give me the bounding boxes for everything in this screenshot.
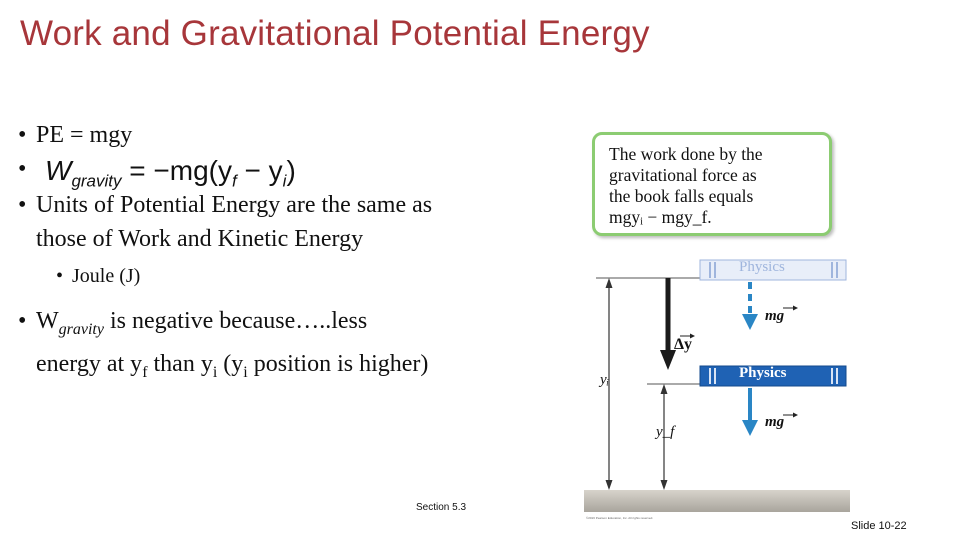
work-gravity-equation <box>45 155 296 192</box>
eq-lhs: W <box>45 155 72 186</box>
ground <box>584 490 850 512</box>
gravity-force-arrowhead-initial <box>742 314 758 330</box>
bullet-dot: • <box>18 156 27 182</box>
bullet-units-text: Units of Potential Energy are the same as those of Work and Kinetic Energy <box>36 192 433 252</box>
force-label-initial: mg <box>765 308 785 324</box>
bullet-dot: • <box>18 122 27 148</box>
eq-sub-f: f <box>232 171 237 191</box>
callout-line-4: mgyᵢ − mgy_f. <box>609 207 712 227</box>
neg-text3: (y <box>217 350 244 377</box>
bullet-pe-text: PE = mgy <box>36 122 133 148</box>
neg-w-sub: gravity <box>58 320 104 338</box>
slide-number: Slide 10-22 <box>851 520 907 532</box>
neg-sub-i2: i <box>243 363 248 381</box>
yf-label: y_f <box>656 424 675 440</box>
eq-lhs-sub: gravity <box>71 171 122 191</box>
neg-text4: position is higher) <box>247 350 429 377</box>
falling-book-figure <box>582 128 850 520</box>
gravity-force-arrowhead-final <box>742 420 758 436</box>
neg-text1: is negative because…..less energy at y <box>36 308 368 377</box>
neg-sub-i: i <box>212 363 218 381</box>
bullet-pe <box>18 118 438 152</box>
bullet-dot: • <box>18 192 27 218</box>
image-credit: ©2016 Pearson Education, Inc. All rights reserved. <box>586 516 654 520</box>
eq-sub-i: i <box>282 171 287 191</box>
bullet-joule-text: Joule (J) <box>72 265 141 287</box>
callout-line-1: The work done by the <box>609 144 763 164</box>
delta-y-label: Δy <box>674 336 693 353</box>
yi-label: yᵢ <box>600 372 610 388</box>
yf-arrow-head-top <box>661 384 668 394</box>
eq-rhs-c: ) <box>286 155 296 186</box>
eq-rhs-b: − y <box>236 155 283 186</box>
bullet-units <box>18 188 438 256</box>
bullet-dot: • <box>56 265 64 287</box>
bullet-joule <box>18 262 438 290</box>
bullet-dot: • <box>18 308 27 334</box>
book-label-final: Physics <box>739 365 787 381</box>
callout-line-3: the book falls equals <box>609 186 754 206</box>
book-label-initial: Physics <box>739 259 785 275</box>
neg-sub-f: f <box>142 363 148 381</box>
callout-line-2: gravitational force as <box>609 165 757 185</box>
force-label-final: mg <box>765 414 785 430</box>
eq-rhs-a: = −mg(y <box>129 155 232 186</box>
yi-arrow-head-top <box>606 278 613 288</box>
neg-w: W <box>36 308 59 334</box>
section-label: Section 5.3 <box>416 502 467 513</box>
bullet-negative <box>18 304 438 390</box>
yi-arrow-head-bottom <box>606 480 613 490</box>
yf-arrow-head-bottom <box>661 480 668 490</box>
work-callout <box>592 132 832 236</box>
slide-title: Work and Gravitational Potential Energy <box>20 14 650 53</box>
neg-text2: than y <box>147 350 213 377</box>
